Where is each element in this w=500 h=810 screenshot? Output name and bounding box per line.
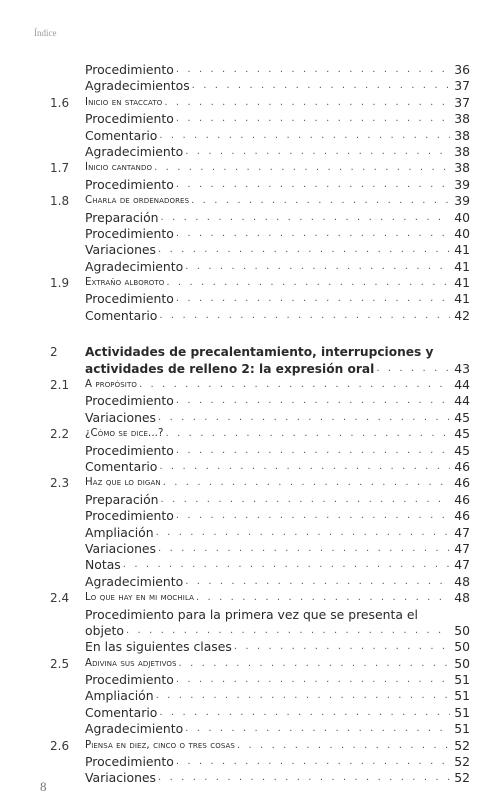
toc-entry-page: 52 (454, 754, 470, 770)
dot-leader (158, 770, 450, 786)
dot-leader (191, 193, 450, 209)
dot-leader (158, 242, 450, 258)
toc-entry-page: 40 (454, 225, 470, 241)
toc-entry[interactable] (0, 721, 500, 737)
toc-entry[interactable] (0, 574, 500, 590)
dot-leader (179, 656, 450, 672)
toc-entry-page: 51 (454, 721, 470, 737)
dot-leader (123, 557, 450, 573)
toc-entry-page: 38 (454, 111, 470, 127)
toc-entry-title: Ampliación (85, 688, 154, 704)
toc-entry-number: 2.2 (50, 427, 70, 442)
toc-entry[interactable] (0, 590, 500, 606)
dot-leader (176, 443, 450, 459)
toc-entry-title: Procedimiento (85, 672, 174, 688)
toc-entry-title: Adivina sus adjetivos (85, 657, 177, 669)
toc-entry[interactable] (0, 770, 500, 786)
toc-entry-number: 2.3 (50, 476, 70, 491)
toc-entry-page: 41 (454, 242, 470, 258)
toc-entry-page: 44 (454, 393, 470, 409)
toc-entry[interactable] (0, 259, 500, 275)
toc-entry-page: 46 (454, 475, 470, 491)
toc-entry[interactable] (0, 508, 500, 524)
toc-entry-page: 51 (454, 688, 470, 704)
toc-entry-title: Haz que lo digan (85, 477, 161, 489)
toc-entry-page: 50 (454, 655, 470, 671)
toc-entry-page: 42 (454, 307, 470, 323)
dot-leader (185, 259, 450, 275)
dot-leader (159, 128, 450, 144)
dot-leader (159, 308, 450, 324)
toc-entry[interactable] (0, 492, 500, 508)
dot-leader (158, 410, 450, 426)
toc-entry-page: 43 (454, 360, 470, 376)
dot-leader (176, 111, 450, 127)
toc-entry-title: Comentario (85, 307, 158, 323)
toc-entry-title: Notas (85, 557, 121, 573)
toc-entry[interactable] (0, 393, 500, 409)
toc-entry[interactable] (0, 623, 500, 639)
toc-entry-page: 39 (454, 176, 470, 192)
dot-leader (159, 705, 450, 721)
dot-leader (176, 62, 450, 78)
toc-entry-page: 52 (454, 737, 470, 753)
toc-entry-title: Agradecimiento (85, 573, 184, 589)
toc-entry-title: Variaciones (85, 242, 157, 258)
dot-leader (158, 541, 450, 557)
toc-entry-page: 50 (454, 639, 470, 655)
toc-entry[interactable] (0, 177, 500, 193)
toc-entry-title: Agradecimiento (85, 143, 184, 159)
dot-leader (176, 754, 450, 770)
toc-entry-title: Piensa en diez, cinco o tres cosas (85, 739, 235, 751)
toc-entry-title: Variaciones (85, 409, 157, 425)
toc-entry-page: 48 (454, 590, 470, 606)
dot-leader (139, 377, 450, 393)
toc-entry-title: A propósito (85, 379, 137, 391)
toc-entry-page: 51 (454, 704, 470, 720)
toc-entry-page: 38 (454, 160, 470, 176)
toc-entry-title: En las siguientes clases (85, 639, 232, 655)
dot-leader (176, 226, 450, 242)
toc-entry[interactable] (0, 459, 500, 475)
toc-entry-title: Ampliación (85, 524, 154, 540)
toc-entry-page: 36 (454, 62, 470, 77)
toc-entry-page: 50 (454, 622, 470, 638)
toc-entry-title: Inicio cantando (85, 162, 153, 174)
toc-entry-title: actividades de relleno 2: la expresión oral (85, 361, 375, 376)
toc-entry-title: objeto (85, 622, 124, 638)
toc-entry-number: 1.9 (50, 276, 70, 291)
dot-leader (376, 361, 450, 377)
running-header: Índice (34, 28, 57, 38)
dot-leader (234, 639, 450, 655)
toc-entry-page: 40 (454, 209, 470, 225)
toc-entry-title: Comentario (85, 704, 158, 720)
toc-entry-title: Comentario (85, 458, 158, 474)
dot-leader (126, 623, 450, 639)
toc-entry[interactable] (0, 344, 500, 360)
toc-entry-page: 47 (454, 524, 470, 540)
toc-entry-page: 46 (454, 491, 470, 507)
toc-entry[interactable] (0, 160, 500, 176)
toc-entry-page: 47 (454, 540, 470, 556)
table-of-contents (0, 62, 500, 787)
toc-entry-page: 46 (454, 458, 470, 474)
toc-entry[interactable] (0, 275, 500, 291)
dot-leader (196, 590, 450, 606)
toc-entry[interactable] (0, 78, 500, 94)
dot-leader (176, 508, 450, 524)
dot-leader (237, 738, 450, 754)
toc-entry-page: 44 (454, 377, 470, 393)
toc-entry[interactable] (0, 410, 500, 426)
toc-entry-title: Agradecimiento (85, 258, 184, 274)
toc-entry[interactable] (0, 639, 500, 655)
dot-leader (161, 492, 450, 508)
dot-leader (163, 475, 450, 491)
dot-leader (154, 160, 450, 176)
dot-leader (176, 291, 450, 307)
toc-entry-number: 2 (50, 345, 58, 360)
toc-entry[interactable] (0, 607, 500, 623)
dot-leader (176, 177, 450, 193)
toc-entry-number: 1.7 (50, 161, 70, 176)
toc-entry-page: 38 (454, 127, 470, 143)
section-spacer (0, 324, 500, 344)
toc-entry-page: 48 (454, 573, 470, 589)
toc-entry-page: 38 (454, 143, 470, 159)
dot-leader (156, 525, 450, 541)
toc-entry[interactable] (0, 672, 500, 688)
toc-entry-title: Agradecimiento (85, 721, 184, 737)
toc-entry-number: 1.8 (50, 194, 70, 209)
toc-entry[interactable] (0, 738, 500, 754)
toc-entry-title: Procedimiento (85, 508, 174, 524)
toc-entry[interactable] (0, 475, 500, 491)
toc-entry-title: Agradecimientos (85, 78, 190, 94)
toc-entry[interactable] (0, 361, 500, 377)
toc-entry-title: Preparación (85, 209, 159, 225)
page-number: 8 (40, 779, 47, 794)
toc-entry-title: Procedimiento (85, 291, 174, 307)
toc-entry-page: 45 (454, 426, 470, 442)
dot-leader (176, 672, 450, 688)
dot-leader (192, 78, 450, 94)
dot-leader (185, 144, 450, 160)
toc-entry-page: 39 (454, 193, 470, 209)
toc-entry-title: Comentario (85, 127, 158, 143)
toc-entry[interactable] (0, 144, 500, 160)
toc-entry-page: 51 (454, 672, 470, 688)
toc-entry-page: 45 (454, 409, 470, 425)
toc-entry-title: Variaciones (85, 540, 157, 556)
dot-leader (164, 95, 450, 111)
toc-entry[interactable] (0, 128, 500, 144)
toc-entry-title: Procedimiento (85, 754, 174, 770)
toc-entry-page: 45 (454, 442, 470, 458)
toc-entry-number: 2.5 (50, 656, 70, 671)
toc-entry-title: Procedimiento (85, 62, 174, 77)
toc-entry-page: 37 (454, 78, 470, 94)
toc-entry[interactable] (0, 754, 500, 770)
toc-entry-page: 41 (454, 258, 470, 274)
toc-entry-title: Procedimiento para la primera vez que se presenta el (85, 606, 418, 622)
dot-leader (159, 459, 450, 475)
toc-entry[interactable] (0, 193, 500, 209)
toc-entry[interactable] (0, 62, 500, 78)
dot-leader (166, 275, 450, 291)
toc-entry-title: Procedimiento (85, 393, 174, 409)
toc-entry[interactable] (0, 210, 500, 226)
toc-entry-title: Procedimiento (85, 442, 174, 458)
toc-entry-number: 2.1 (50, 378, 70, 393)
toc-entry-page: 46 (454, 508, 470, 524)
dot-leader (156, 688, 450, 704)
toc-entry[interactable] (0, 688, 500, 704)
toc-entry-number: 1.6 (50, 95, 70, 110)
toc-entry[interactable] (0, 111, 500, 127)
toc-entry-title: Procedimiento (85, 176, 174, 192)
toc-entry-title: Extraño alboroto (85, 277, 165, 289)
toc-entry-title: Preparación (85, 491, 159, 507)
toc-entry-page: 52 (454, 770, 470, 786)
toc-entry-page: 37 (454, 94, 470, 110)
toc-entry[interactable] (0, 226, 500, 242)
toc-entry-number: 2.6 (50, 738, 70, 753)
toc-entry[interactable] (0, 541, 500, 557)
toc-entry-title: ¿Cómo se dice...? (85, 428, 164, 440)
toc-entry-title: Procedimiento (85, 225, 174, 241)
toc-entry[interactable] (0, 656, 500, 672)
toc-entry-page: 41 (454, 275, 470, 291)
toc-entry[interactable] (0, 443, 500, 459)
toc-entry[interactable] (0, 426, 500, 442)
toc-entry-title: Actividades de precalentamiento, interrupciones y (85, 345, 434, 360)
toc-entry-title: Inicio en staccato (85, 96, 163, 108)
dot-leader (185, 721, 450, 737)
dot-leader (166, 426, 450, 442)
toc-entry[interactable] (0, 705, 500, 721)
dot-leader (185, 574, 450, 590)
toc-entry-title: Variaciones (85, 770, 157, 786)
dot-leader (176, 393, 450, 409)
toc-entry-title: Procedimiento (85, 111, 174, 127)
toc-entry[interactable] (0, 308, 500, 324)
toc-entry[interactable] (0, 525, 500, 541)
toc-entry-title: Lo que hay en mi mochila (85, 592, 194, 604)
toc-entry-page: 47 (454, 557, 470, 573)
toc-entry[interactable] (0, 242, 500, 258)
toc-entry[interactable] (0, 557, 500, 573)
toc-entry-page: 41 (454, 291, 470, 307)
dot-leader (161, 210, 450, 226)
toc-entry-title: Charla de ordenadores (85, 195, 190, 207)
toc-entry-number: 2.4 (50, 591, 70, 606)
toc-entry[interactable] (0, 95, 500, 111)
toc-entry[interactable] (0, 377, 500, 393)
toc-entry[interactable] (0, 291, 500, 307)
